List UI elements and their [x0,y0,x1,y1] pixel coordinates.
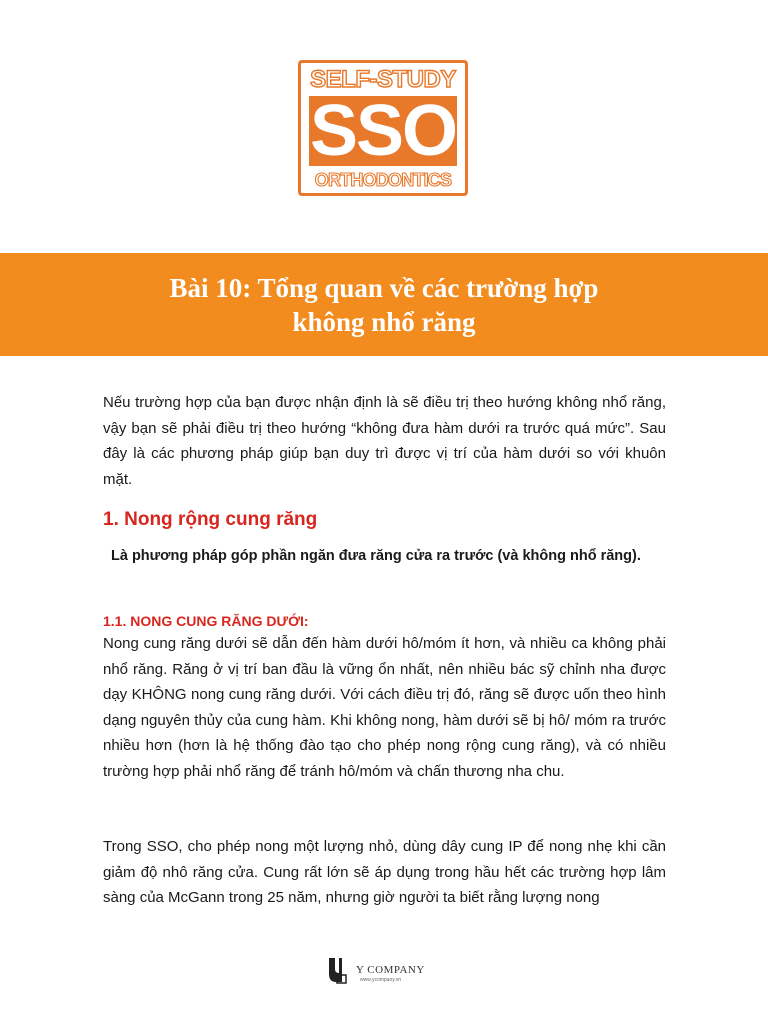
logo-middle-text: SSO [309,91,457,171]
section-1 [103,508,666,532]
subsection-1-1-heading: 1.1. NONG CUNG RĂNG DƯỚI: [103,613,309,629]
subsection-1-1-paragraph-2: Trong SSO, cho phép nong một lượng nhỏ, dùng dây cung IP để nong nhẹ khi cần giảm độ nhô răng cửa. Cung rất lớn sẽ áp dụng trong hầu hết các trường hợp lâm sàng của McGann trong 25 năm, nhưng giờ người ta biết rằng lượng nong [103,838,666,906]
subsection-1-1 [103,611,666,784]
footer-company-name: Y COMPANY [356,964,425,976]
section-1-lead-block [103,544,666,569]
intro-block [103,390,666,492]
title-line-1: Bài 10: Tổng quan về các trường hợp [169,272,599,303]
footer-logo [326,955,446,987]
title-line-2: không nhổ răng [292,306,476,337]
footer-url: www.ycompany.vn [360,977,402,983]
section-1-lead: Là phương pháp góp phần ngăn đưa răng cửa ra trước (và không nhổ răng). [111,548,641,564]
subsection-1-1-paragraph-1: Nong cung răng dưới sẽ dẫn đến hàm dưới hô/móm ít hơn, và nhiều ca không phải nhổ răng. Răng ở vị trí ban đầu là vững ổn nhất, nên nhiều bác sỹ chỉnh nha được dạy KHÔNG nong cung răng dưới. Với cách điều trị đó, răng sẽ được uốn theo hình dạng nguyên thủy của cung hàm. Khi không nong, hàm dưới sẽ bị hô/ móm ra trước nhiều hơn (hơn là hệ thống đào tạo cho phép nong rộng cung răng), và có nhiều trường hợp phải nhổ răng để tránh hô/móm và chấn thương nha chu. [103,635,666,780]
y-company-mark-icon [326,955,350,985]
subsection-1-1-cont [103,834,666,911]
intro-paragraph: Nếu trường hợp của bạn được nhận định là sẽ điều trị theo hướng không nhổ răng, vậy bạn sẽ phải điều trị theo hướng “không đưa hàm dưới ra trước quá mức”. Sau đây là các phương pháp giúp bạn duy trì được vị trí của hàm dưới so với khuôn mặt. [103,394,666,488]
sso-logo [298,60,468,196]
logo-bottom-text: ORTHODONTICS [314,170,452,190]
title-banner [0,253,768,356]
section-1-heading: 1. Nong rộng cung răng [103,509,318,530]
logo-top-text: SELF-STUDY [310,66,456,93]
